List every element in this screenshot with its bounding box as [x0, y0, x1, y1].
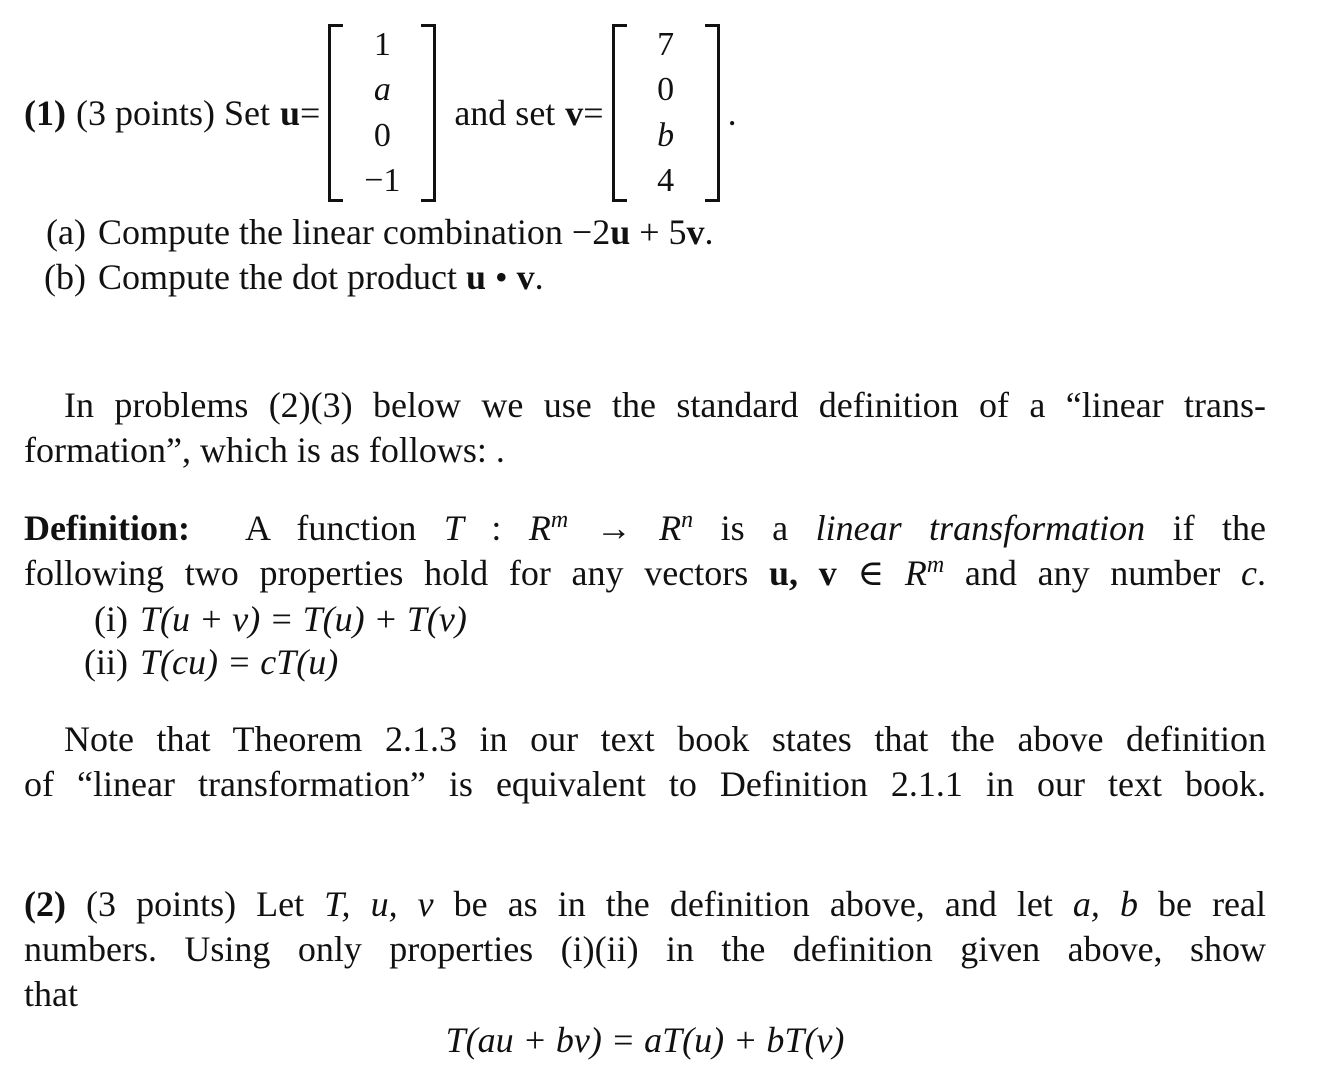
note-line-2: [24, 762, 1266, 807]
intro-text-2: formation”, which is as follows: .: [24, 430, 505, 470]
part-b-end: .: [534, 257, 544, 297]
part-a-label: (a): [46, 212, 86, 252]
def-end: .: [1256, 553, 1266, 593]
u-symbol: u: [279, 92, 301, 133]
definition-line-2: [24, 543, 1266, 596]
property-i: [24, 597, 467, 642]
problem-2-vars: T, u, v: [324, 884, 434, 924]
problem-2-text-2: numbers. Using only properties (i)(ii) in the definition given above, show: [24, 929, 1266, 969]
part-a-end: .: [704, 212, 714, 252]
equals-sign: =: [583, 92, 604, 133]
problem-2-text-b: be as in the definition above, and let: [433, 884, 1073, 924]
def-arrow: →: [568, 508, 660, 548]
def-R-n: R: [659, 508, 682, 548]
problem-1-statement: [24, 18, 737, 208]
u-entry: 1: [373, 25, 391, 63]
problem-2-text-c: be real: [1137, 884, 1267, 924]
problem-2-ab: a, b: [1072, 884, 1138, 924]
def-text-2: following two properties hold for any vectors: [24, 553, 769, 593]
def-if-the: if the: [1145, 508, 1267, 548]
problem-2-equation: T(au + bv) = aT(u) + bT(v): [445, 1020, 845, 1060]
v-entry: 4: [657, 162, 675, 200]
part-b-dot: •: [485, 257, 517, 297]
def-R: R: [904, 553, 927, 593]
u-entry: −1: [364, 162, 401, 200]
intro-line-1: [24, 383, 1266, 428]
property-ii: [24, 640, 338, 685]
u-entry: 0: [373, 116, 391, 154]
v-entry: 0: [657, 71, 675, 109]
and-set-text: and set: [454, 92, 556, 133]
def-in: ∈: [836, 553, 905, 593]
def-is-a: is a: [693, 508, 816, 548]
problem-1-number: (1): [24, 92, 66, 133]
def-R-m: R: [528, 508, 551, 548]
period: .: [727, 92, 737, 133]
intro-text-1: In problems (2)(3) below we use the standard definition of a “linear trans-: [64, 385, 1266, 425]
problem-2-text-3: that: [24, 974, 78, 1014]
intro-line-2: [24, 428, 1266, 473]
property-ii-formula: T(cu) = cT(u): [140, 642, 339, 682]
def-m-sup-2: m: [926, 552, 945, 578]
problem-2-line-1: [24, 882, 1266, 927]
definition-heading: Definition:: [24, 508, 190, 548]
def-text: A function: [244, 508, 444, 548]
part-b-label: (b): [44, 257, 86, 297]
def-colon: :: [463, 508, 529, 548]
note-text-1: Note that Theorem 2.1.3 in our text book states that the above definition: [64, 719, 1266, 759]
equals-sign: =: [300, 92, 321, 133]
def-m-sup: m: [550, 507, 569, 533]
part-b: [24, 255, 544, 300]
u-entry: a: [373, 71, 391, 109]
def-any-number: and any number: [944, 553, 1241, 593]
part-a-v: v: [686, 212, 705, 252]
property-ii-label: (ii): [84, 642, 128, 682]
note-line-1: [24, 717, 1266, 762]
v-entry: 7: [657, 25, 675, 63]
def-c: c: [1241, 553, 1257, 593]
v-symbol: v: [565, 92, 584, 133]
u-vector-matrix: [328, 22, 436, 204]
property-i-label: (i): [94, 599, 128, 639]
part-b-u: u: [465, 257, 486, 297]
v-entry: b: [657, 116, 675, 154]
property-i-formula: T(u + v) = T(u) + T(v): [140, 599, 467, 639]
part-b-v: v: [516, 257, 535, 297]
part-a: [24, 210, 714, 255]
part-a-text: Compute the linear combination −2: [98, 212, 611, 252]
problem-2-number: (2): [24, 884, 66, 924]
part-b-text: Compute the dot product: [98, 257, 466, 297]
problem-2-text-a: (3 points) Let: [86, 884, 325, 924]
v-vector-matrix: [612, 22, 720, 204]
part-a-u: u: [610, 212, 631, 252]
problem-2-line-2: [24, 927, 1266, 972]
part-a-mid: + 5: [630, 212, 687, 252]
def-linear-transformation: linear transformation: [815, 508, 1146, 548]
def-T: T: [443, 508, 464, 548]
problem-2-line-3: [24, 972, 1266, 1017]
def-uv: u, v: [768, 553, 837, 593]
note-text-2: of “linear transformation” is equivalent to Definition 2.1.1 in our text book.: [24, 764, 1266, 804]
problem-1-points: (3 points) Set: [75, 92, 270, 133]
def-n-sup: n: [681, 507, 694, 533]
